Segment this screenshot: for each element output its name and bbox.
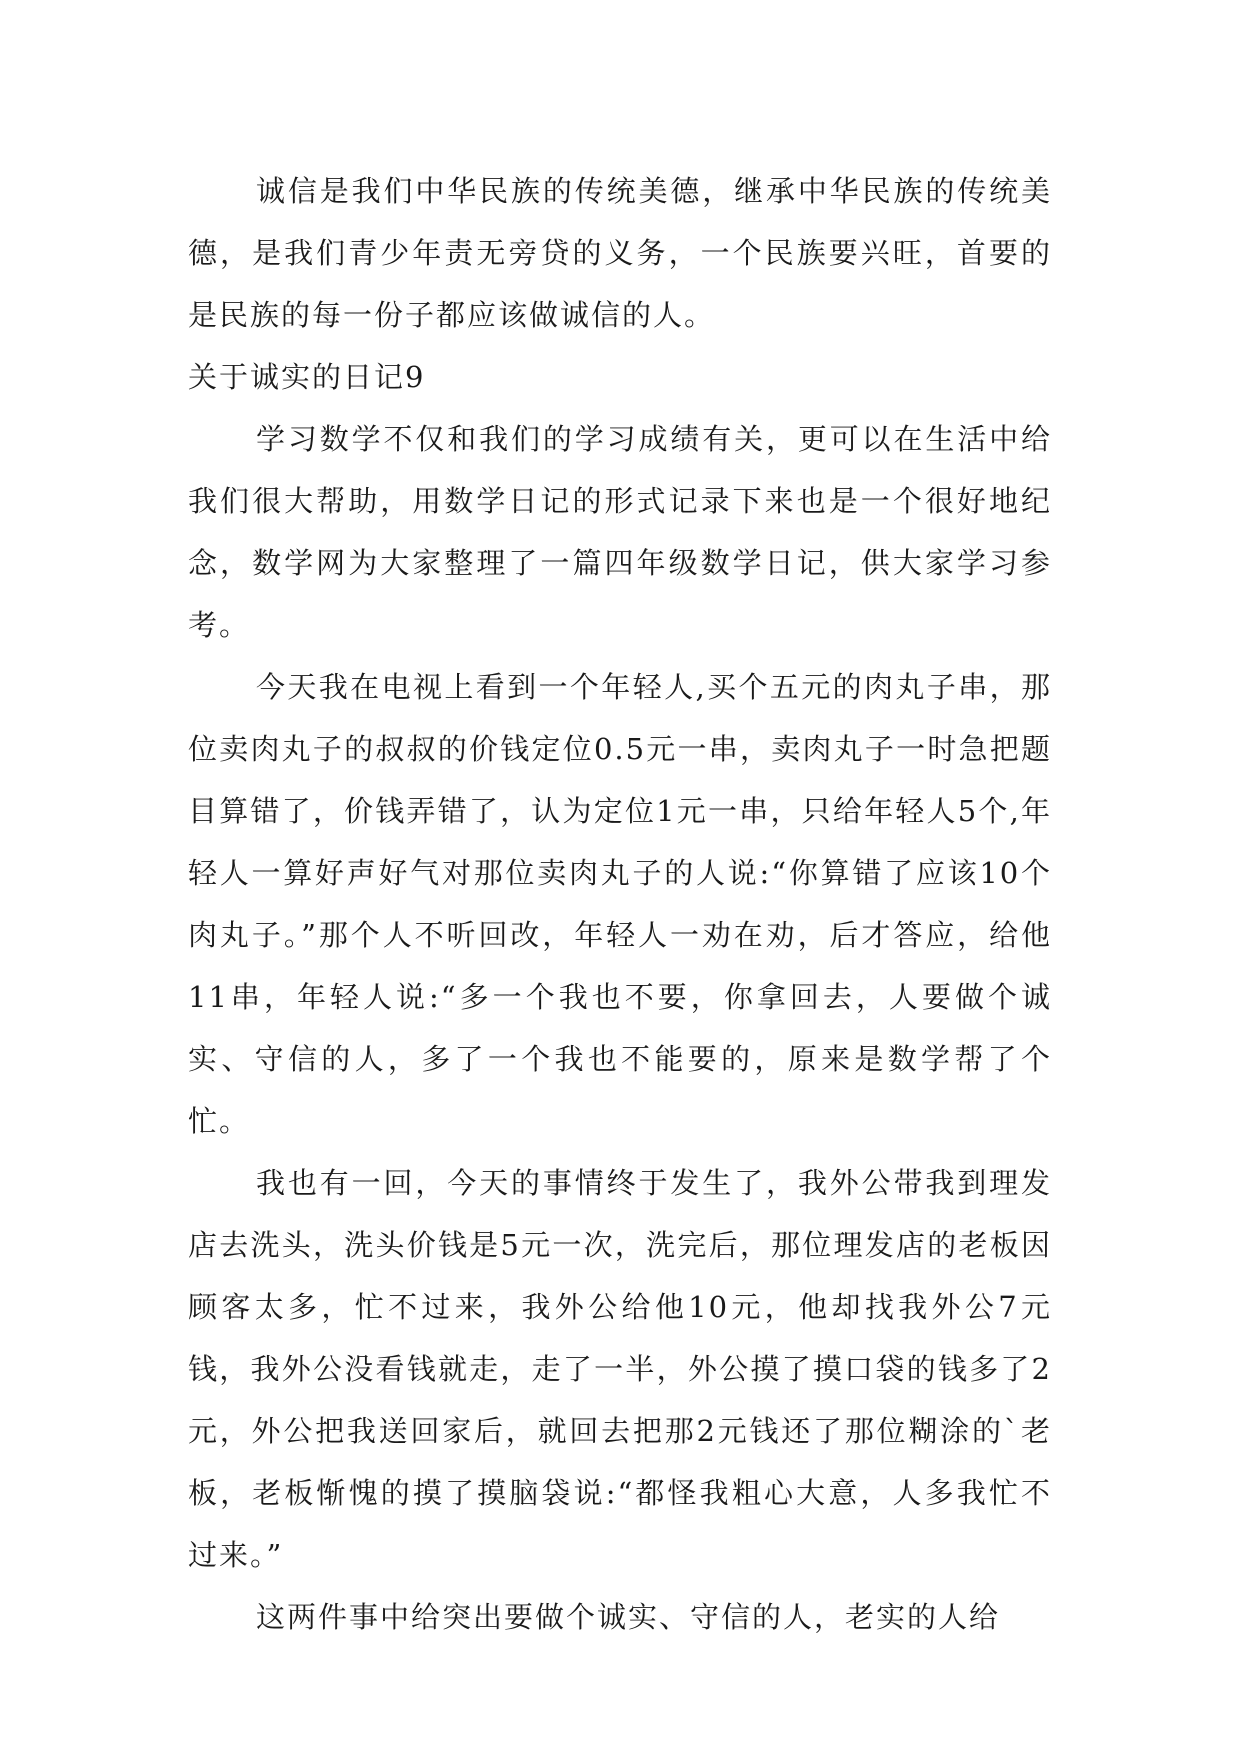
document-body [188,160,1052,1648]
paragraph-conclusion: 这两件事中给突出要做个诚实、守信的人，老实的人给 [256,1600,1001,1634]
section-heading: 关于诚实的日记9 [188,360,426,394]
paragraph-meatball-story: 今天我在电视上看到一个年轻人,买个五元的肉丸子串，那位卖肉丸子的叔叔的价钱定位0.5元一串，卖肉丸子一时急把题目算错了，价钱弄错了，认为定位1元一串，只给年轻人5个,年轻人一算好声好气对那位卖肉丸子的人说:“你算错了应该10个肉丸子。”那个人不听回改，年轻人一劝在劝，后才答应，给他11串，年轻人说:“多一个我也不要，你拿回去，人要做个诚实、守信的人，多了一个我也不能要的，原来是数学帮了个忙。 [188,670,1052,1138]
paragraph-integrity-intro: 诚信是我们中华民族的传统美德，继承中华民族的传统美德，是我们青少年责无旁贷的义务，一个民族要兴旺，首要的是民族的每一份子都应该做诚信的人。 [188,174,1052,332]
paragraph-math-diary-intro: 学习数学不仅和我们的学习成绩有关，更可以在生活中给我们很大帮助，用数学日记的形式记录下来也是一个很好地纪念，数学网为大家整理了一篇四年级数学日记，供大家学习参考。 [188,422,1052,642]
paragraph-barber-story: 我也有一回，今天的事情终于发生了，我外公带我到理发店去洗头，洗头价钱是5元一次，洗完后，那位理发店的老板因顾客太多，忙不过来，我外公给他10元，他却找我外公7元钱，我外公没看钱就走，走了一半，外公摸了摸口袋的钱多了2元，外公把我送回家后，就回去把那2元钱还了那位糊涂的`老板，老板惭愧的摸了摸脑袋说:“都怪我粗心大意，人多我忙不过来。” [188,1166,1052,1572]
